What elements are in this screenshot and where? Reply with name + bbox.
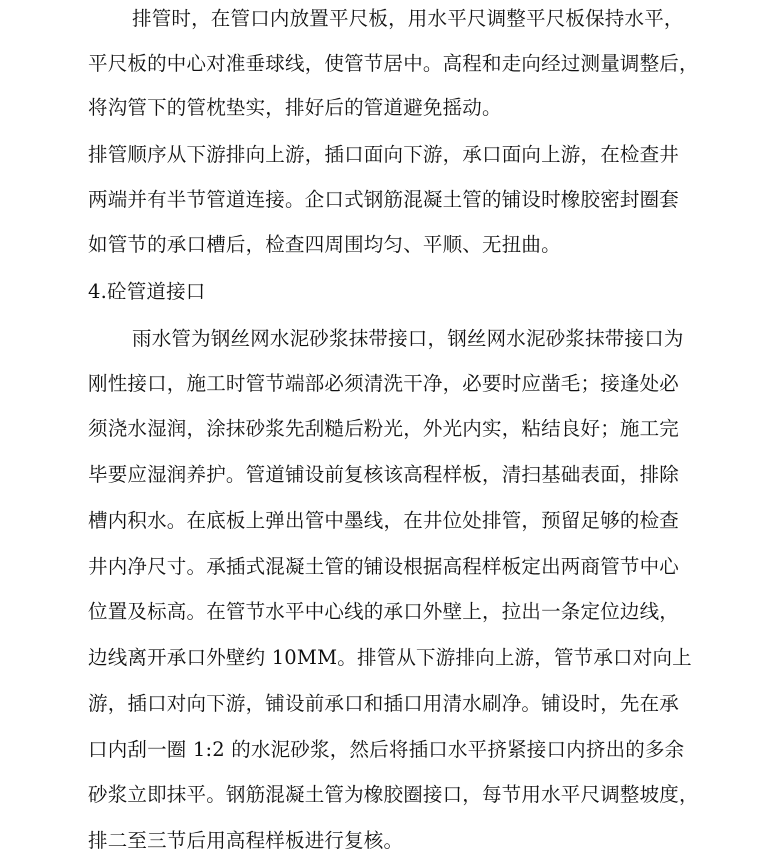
text-line-8: 雨水管为钢丝网水泥砂浆抹带接口，钢丝网水泥砂浆抹带接口为 xyxy=(132,327,684,350)
section-heading: 4.砼管道接口 xyxy=(88,280,206,303)
text-line-6: 如管节的承口槽后，检查四周围均匀、平顺、无扭曲。 xyxy=(88,233,561,256)
text-line-15: 边线离开承口外壁约 10MM。排管从下游排向上游，管节承口对向上 xyxy=(88,646,692,669)
text-line-11: 毕要应湿润养护。管道铺设前复核该高程样板，清扫基础表面，排除 xyxy=(88,463,680,486)
text-line-13: 井内净尺寸。承插式混凝土管的铺设根据高程样板定出两商管节中心 xyxy=(88,555,680,578)
text-line-1: 排管时，在管口内放置平尺板，用水平尺调整平尺板保持水平， xyxy=(132,7,684,30)
text-line-14: 位置及标高。在管节水平中心线的承口外壁上，拉出一条定位边线， xyxy=(88,600,680,623)
text-line-2: 平尺板的中心对准垂球线，使管节居中。高程和走向经过测量调整后， xyxy=(88,52,699,75)
text-line-4: 排管顺序从下游排向上游，插口面向下游，承口面向上游，在检查井 xyxy=(88,143,680,166)
text-line-9: 刚性接口，施工时管节端部必须清洗干净，必要时应凿毛；接逢处必 xyxy=(88,372,680,395)
text-line-5: 两端并有半节管道连接。企口式钢筋混凝土管的铺设时橡胶密封圈套 xyxy=(88,188,680,211)
text-line-12: 槽内积水。在底板上弹出管中墨线，在井位处排管，预留足够的检查 xyxy=(88,509,680,532)
text-line-16: 游，插口对向下游，铺设前承口和插口用清水刷净。铺设时，先在承 xyxy=(88,692,680,715)
text-line-18: 砂浆立即抹平。钢筋混凝土管为橡胶圈接口，每节用水平尺调整坡度， xyxy=(88,783,699,806)
text-line-10: 须浇水湿润，涂抹砂浆先刮糙后粉光，外光内实，粘结良好；施工完 xyxy=(88,417,680,440)
text-line-17: 口内刮一圈 1:2 的水泥砂浆，然后将插口水平挤紧接口内挤出的多余 xyxy=(88,738,685,761)
text-line-3: 将沟管下的管枕垫实，排好后的管道避免摇动。 xyxy=(88,96,502,119)
text-line-19: 排二至三节后用高程样板进行复核。 xyxy=(88,829,404,852)
